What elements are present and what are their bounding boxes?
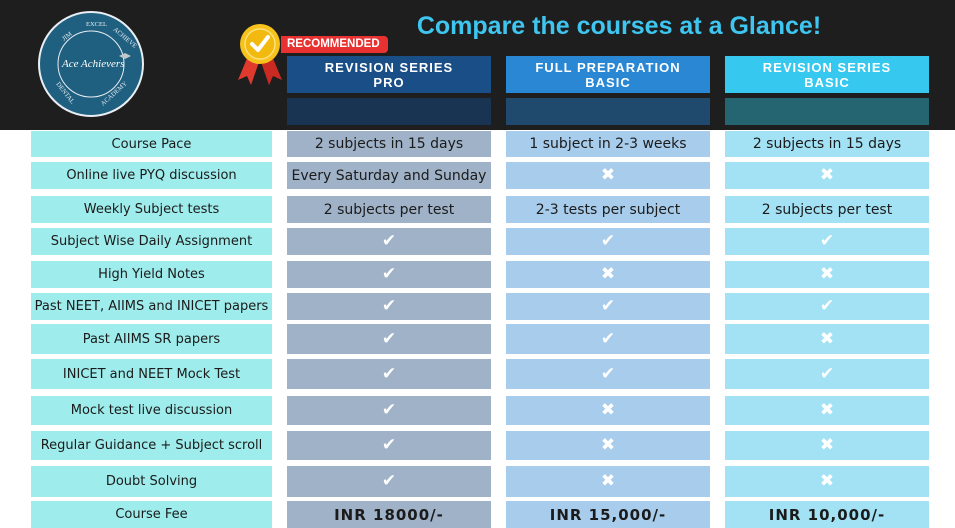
value-text: Every Saturday and Sunday (291, 167, 487, 184)
feature-label-text: Past AIIMS SR papers (82, 331, 221, 347)
included-cell (725, 293, 929, 320)
plan-title-line2: BASIC (585, 74, 631, 90)
table-row (0, 359, 955, 389)
included-cell (287, 293, 491, 320)
cross-icon: ✖ (600, 400, 616, 420)
excluded-cell (506, 162, 710, 189)
feature-label-text: Doubt Solving (105, 474, 198, 489)
table-row (0, 162, 955, 189)
check-icon: ✔ (381, 400, 397, 420)
feature-label (31, 131, 272, 157)
price-text: INR 15,000/- (549, 505, 667, 524)
feature-label (31, 196, 272, 223)
page-title: Compare the courses at a Glance! (416, 12, 822, 40)
feature-label-text: Mock test live discussion (70, 403, 233, 418)
logo-ring-text-5: ACADEMY (99, 80, 129, 108)
price-cell (506, 501, 710, 528)
table-row (0, 396, 955, 425)
check-icon: ✔ (381, 435, 397, 455)
value-text: 2-3 tests per subject (535, 201, 681, 218)
excluded-cell (725, 324, 929, 354)
check-icon: ✔ (600, 328, 616, 349)
excluded-cell (725, 396, 929, 425)
table-row (0, 466, 955, 497)
feature-label (31, 466, 272, 497)
feature-label-text: INICET and NEET Mock Test (62, 366, 241, 382)
check-icon: ✔ (381, 264, 397, 284)
cross-icon: ✖ (600, 165, 616, 185)
feature-label-text: Past NEET, AIIMS and INICET papers (34, 299, 269, 314)
check-icon: ✔ (381, 296, 397, 316)
logo-ring-text-3: ACHIEVE (111, 26, 139, 50)
plan-header-revision-pro (287, 56, 491, 93)
table-row (0, 431, 955, 460)
included-cell (287, 396, 491, 425)
included-cell (506, 293, 710, 320)
plan-title-line1: REVISION SERIES (762, 59, 892, 75)
excluded-cell (506, 261, 710, 288)
plan-subheader-bar (287, 98, 491, 125)
plan-subheader-bar (725, 98, 929, 125)
feature-label-text: Weekly Subject tests (83, 202, 220, 217)
plan-title-line1: FULL PREPARATION (535, 59, 681, 75)
included-cell (506, 324, 710, 354)
value-text: 2 subjects per test (761, 201, 893, 218)
feature-label (31, 293, 272, 320)
cross-icon: ✖ (600, 435, 616, 455)
excluded-cell (506, 396, 710, 425)
check-icon: ✔ (600, 363, 616, 384)
recommended-badge: RECOMMENDED (281, 36, 388, 53)
price-text: INR 10,000/- (768, 505, 886, 524)
table-row (0, 228, 955, 255)
included-cell (287, 324, 491, 354)
value-cell (725, 196, 929, 223)
included-cell (506, 228, 710, 255)
value-cell (287, 162, 491, 189)
logo-wordmark: Ace Achievers (62, 58, 125, 70)
logo-ring-text-2: EXCEL (86, 21, 107, 28)
excluded-cell (725, 261, 929, 288)
feature-label (31, 324, 272, 354)
included-cell (506, 359, 710, 389)
feature-label-text: Course Pace (111, 136, 192, 152)
value-text: 1 subject in 2-3 weeks (529, 136, 687, 152)
cross-icon: ✖ (819, 328, 835, 349)
check-icon: ✔ (600, 231, 616, 251)
plan-header-full-preparation-basic (506, 56, 710, 93)
included-cell (287, 359, 491, 389)
cross-icon: ✖ (819, 264, 835, 284)
feature-label (31, 162, 272, 189)
price-cell (725, 501, 929, 528)
check-icon: ✔ (819, 363, 835, 384)
feature-label (31, 431, 272, 460)
check-icon: ✔ (381, 231, 397, 251)
included-cell (287, 466, 491, 497)
included-cell (287, 431, 491, 460)
course-fee-row (0, 501, 955, 528)
check-icon: ✔ (381, 363, 397, 384)
plan-subheader-bar (506, 98, 710, 125)
feature-label (31, 261, 272, 288)
excluded-cell (506, 466, 710, 497)
table-row (0, 196, 955, 223)
value-text: 2 subjects in 15 days (752, 136, 902, 152)
feature-label-text: Course Fee (115, 507, 188, 522)
table-row (0, 293, 955, 320)
excluded-cell (725, 431, 929, 460)
plan-header-revision-basic (725, 56, 929, 93)
value-cell (287, 196, 491, 223)
table-row (0, 131, 955, 157)
logo-ring-text-4: DENTAL (54, 80, 76, 106)
included-cell (287, 228, 491, 255)
value-text: 2 subjects per test (323, 201, 455, 218)
feature-label-text: Online live PYQ discussion (66, 168, 237, 183)
cross-icon: ✖ (819, 435, 835, 455)
value-cell (287, 131, 491, 157)
cross-icon: ✖ (819, 165, 835, 185)
included-cell (287, 261, 491, 288)
check-icon: ✔ (381, 328, 397, 349)
ace-achievers-logo (38, 11, 144, 117)
value-text: 2 subjects in 15 days (314, 136, 464, 152)
check-icon: ✔ (819, 296, 835, 316)
price-cell (287, 501, 491, 528)
excluded-cell (506, 431, 710, 460)
included-cell (725, 359, 929, 389)
feature-label (31, 396, 272, 425)
cross-icon: ✖ (819, 471, 835, 491)
feature-label-text: Subject Wise Daily Assignment (50, 234, 253, 249)
plan-title-line1: REVISION SERIES (324, 59, 454, 75)
excluded-cell (725, 162, 929, 189)
price-text: INR 18000/- (334, 505, 444, 524)
feature-label (31, 228, 272, 255)
plan-title-line2: PRO (373, 74, 405, 90)
check-icon: ✔ (381, 471, 397, 491)
recommended-medal-icon (234, 22, 286, 86)
excluded-cell (725, 466, 929, 497)
value-cell (506, 131, 710, 157)
feature-label (31, 359, 272, 389)
cross-icon: ✖ (600, 471, 616, 491)
feature-label (31, 501, 272, 528)
table-row (0, 261, 955, 288)
value-cell (725, 131, 929, 157)
cross-icon: ✖ (600, 264, 616, 284)
check-icon: ✔ (600, 296, 616, 316)
value-cell (506, 196, 710, 223)
cross-icon: ✖ (819, 400, 835, 420)
feature-label-text: High Yield Notes (98, 267, 205, 282)
logo-ring-text-1: JIM (60, 30, 74, 43)
plan-title-line2: BASIC (804, 74, 850, 90)
check-icon: ✔ (819, 231, 835, 251)
table-row (0, 324, 955, 354)
included-cell (725, 228, 929, 255)
feature-label-text: Regular Guidance + Subject scroll (40, 438, 263, 453)
